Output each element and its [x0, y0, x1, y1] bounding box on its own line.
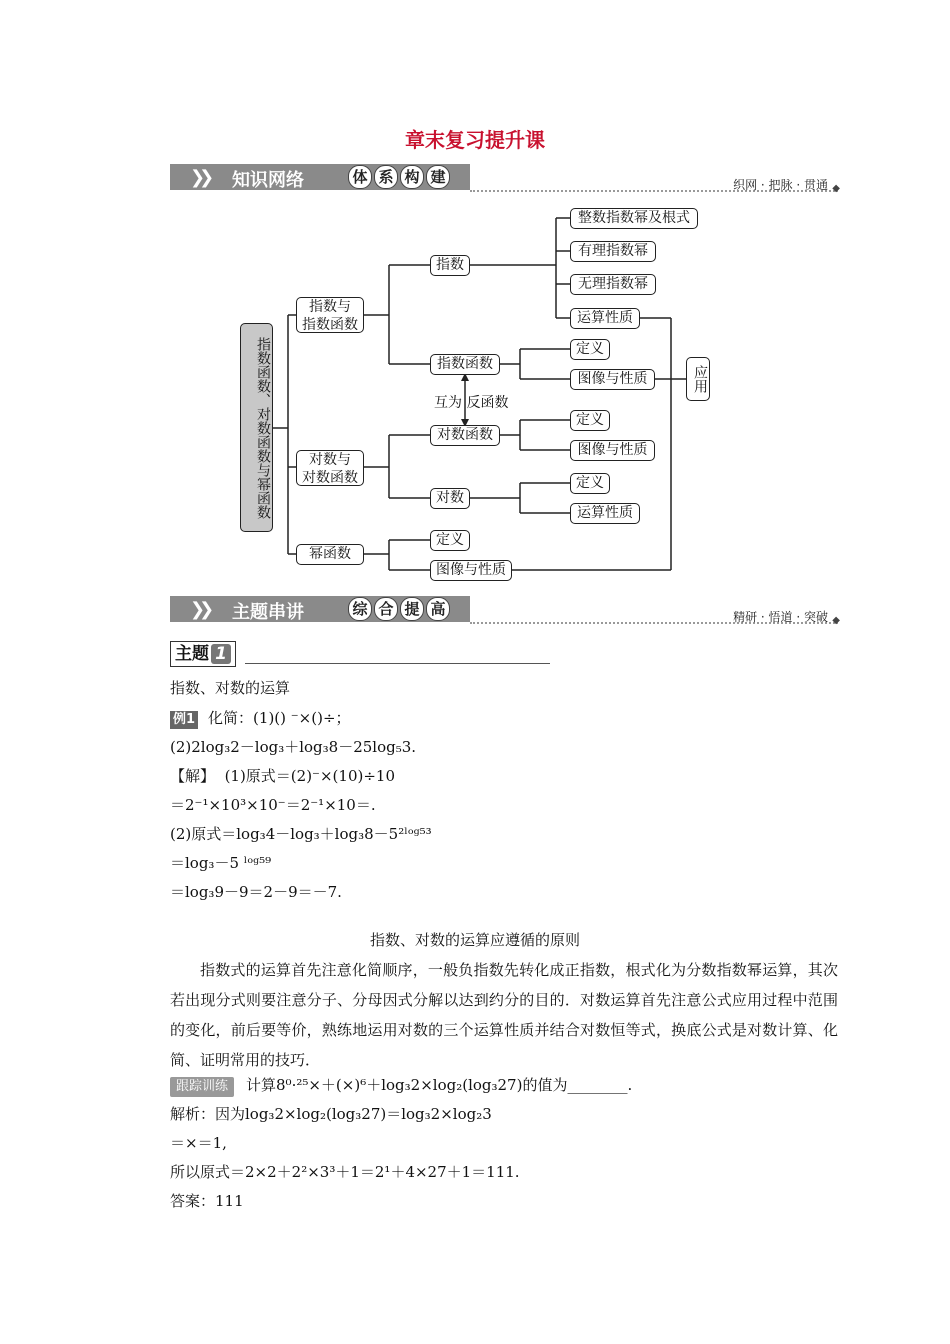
node-irrational-exp: 无理指数幂 — [570, 274, 656, 295]
node-power-graph: 图像与性质 — [430, 560, 512, 581]
banner-char: 建 — [426, 165, 450, 189]
banner-char: 体 — [348, 165, 372, 189]
node-log-and-log-function — [296, 450, 364, 486]
banner-right-chars — [348, 597, 450, 621]
node-exp-operations: 运算性质 — [570, 308, 640, 329]
banner-char: 构 — [400, 165, 424, 189]
inverse-label: 互为 反函数 — [434, 395, 509, 411]
practice-tag: 跟踪训练 — [170, 1077, 234, 1097]
node-exp-and-exp-function — [296, 297, 364, 333]
banner-char: 综 — [348, 597, 372, 621]
banner-left-text: 主题串讲 — [232, 602, 304, 623]
node-exponent: 指数 — [430, 255, 470, 276]
node-log-function: 对数函数 — [430, 425, 500, 446]
solution-line-5: ＝log₃9－9＝2－9＝－7. — [170, 883, 342, 901]
node-exp-fn-definition: 定义 — [570, 339, 610, 360]
solution-text-1: (1)原式＝(2)⁻×(10)÷10 — [224, 767, 395, 785]
node-power-function: 幂函数 — [296, 544, 364, 565]
theme-header — [170, 641, 550, 667]
practice-answer-1: 解析：因为log₃2×log₂(log₃27)＝log₃2×log₂3 — [170, 1105, 492, 1123]
node-integer-exp: 整数指数幂及根式 — [570, 208, 698, 229]
section-banner-topics — [170, 596, 838, 626]
example-question-1: 化简：(1)() ⁻×()÷； — [208, 709, 351, 727]
node-label-line: 对数函数 — [302, 470, 358, 486]
diamond-icon: ◆ — [832, 615, 840, 626]
node-power-definition: 定义 — [430, 530, 470, 551]
diagram-root: 指数函数、对数函数与幂函数 — [240, 323, 273, 532]
example-tag: 例1 — [170, 711, 198, 729]
diamond-icon: ◆ — [832, 183, 840, 194]
chevron-icon: ❯❯ — [190, 167, 209, 188]
node-exp-function: 指数函数 — [430, 354, 500, 375]
banner-char: 合 — [374, 597, 398, 621]
solution-line-4: ＝log₃－5 ˡᵒᵍ⁵⁹ — [170, 854, 272, 872]
banner-left-text: 知识网络 — [232, 170, 304, 191]
solution-label: 【解】 — [170, 767, 216, 785]
node-exp-fn-graph: 图像与性质 — [570, 369, 655, 390]
topic-heading: 指数、对数的运算 — [170, 679, 291, 697]
solution-line-2: ＝2⁻¹×10³×10⁻＝2⁻¹×10＝. — [170, 796, 376, 814]
example-block — [170, 704, 850, 907]
practice-answer-2: ＝×＝1, — [170, 1134, 227, 1152]
practice-block — [170, 1071, 850, 1216]
page-title: 章末复习提升课 — [405, 128, 545, 152]
banner-tail: 精研 · 悟道 · 突破 — [733, 610, 828, 624]
banner-tail: 织网 · 把脉 · 贯通 — [733, 178, 828, 192]
node-log-fn-definition: 定义 — [570, 410, 610, 431]
example-question-2: (2)2log₃2－log₃＋log₃8－25log₅3. — [170, 738, 417, 756]
banner-char: 提 — [400, 597, 424, 621]
practice-question-line — [170, 1071, 850, 1100]
practice-answer-3: 所以原式＝2×2＋2²×3³＋1＝2¹＋4×27＋1＝111. — [170, 1163, 520, 1181]
theme-underline — [245, 663, 550, 664]
banner-char: 高 — [426, 597, 450, 621]
principle-text: 指数式的运算首先注意化简顺序，一般负指数先转化成正指数，根式化为分数指数幂运算，其次若出现分式则要注意分子、分母因式分解以达到约分的目的．对数运算首先注意公式应用过程中范围的变化，前后要等价，熟练地运用对数的三个运算性质并结合对数恒等式，换底公式是对数计算、化简、证明常用的技巧． — [170, 961, 838, 1069]
diagram-connectors — [0, 0, 950, 600]
chevron-icon: ❯❯ — [190, 599, 209, 620]
node-label-line: 对数与 — [309, 452, 351, 468]
theme-label-text: 主题 — [175, 644, 209, 664]
principle-title: 指数、对数的运算应遵循的原则 — [369, 931, 580, 949]
solution-line-1 — [170, 762, 850, 791]
example-line-1 — [170, 704, 850, 733]
banner-char: 系 — [374, 165, 398, 189]
solution-line-3: (2)原式＝log₃4－log₃＋log₃8－5²ˡᵒᵍ⁵³ — [170, 825, 432, 843]
practice-answer-4: 答案：111 — [170, 1192, 244, 1210]
node-log-definition: 定义 — [570, 473, 610, 494]
theme-number: 1 — [211, 644, 231, 664]
node-label-line: 指数与 — [309, 299, 351, 315]
node-application: 应用 — [686, 357, 710, 401]
node-logarithm: 对数 — [430, 488, 470, 509]
node-log-fn-graph: 图像与性质 — [570, 440, 655, 461]
node-rational-exp: 有理指数幂 — [570, 241, 656, 262]
theme-label — [170, 641, 236, 667]
node-log-operations: 运算性质 — [570, 503, 640, 524]
practice-question: 计算8⁰·²⁵×＋(×)⁶＋log₃2×log₂(log₃27)的值为________. — [246, 1076, 633, 1094]
node-label-line: 指数函数 — [302, 317, 358, 333]
